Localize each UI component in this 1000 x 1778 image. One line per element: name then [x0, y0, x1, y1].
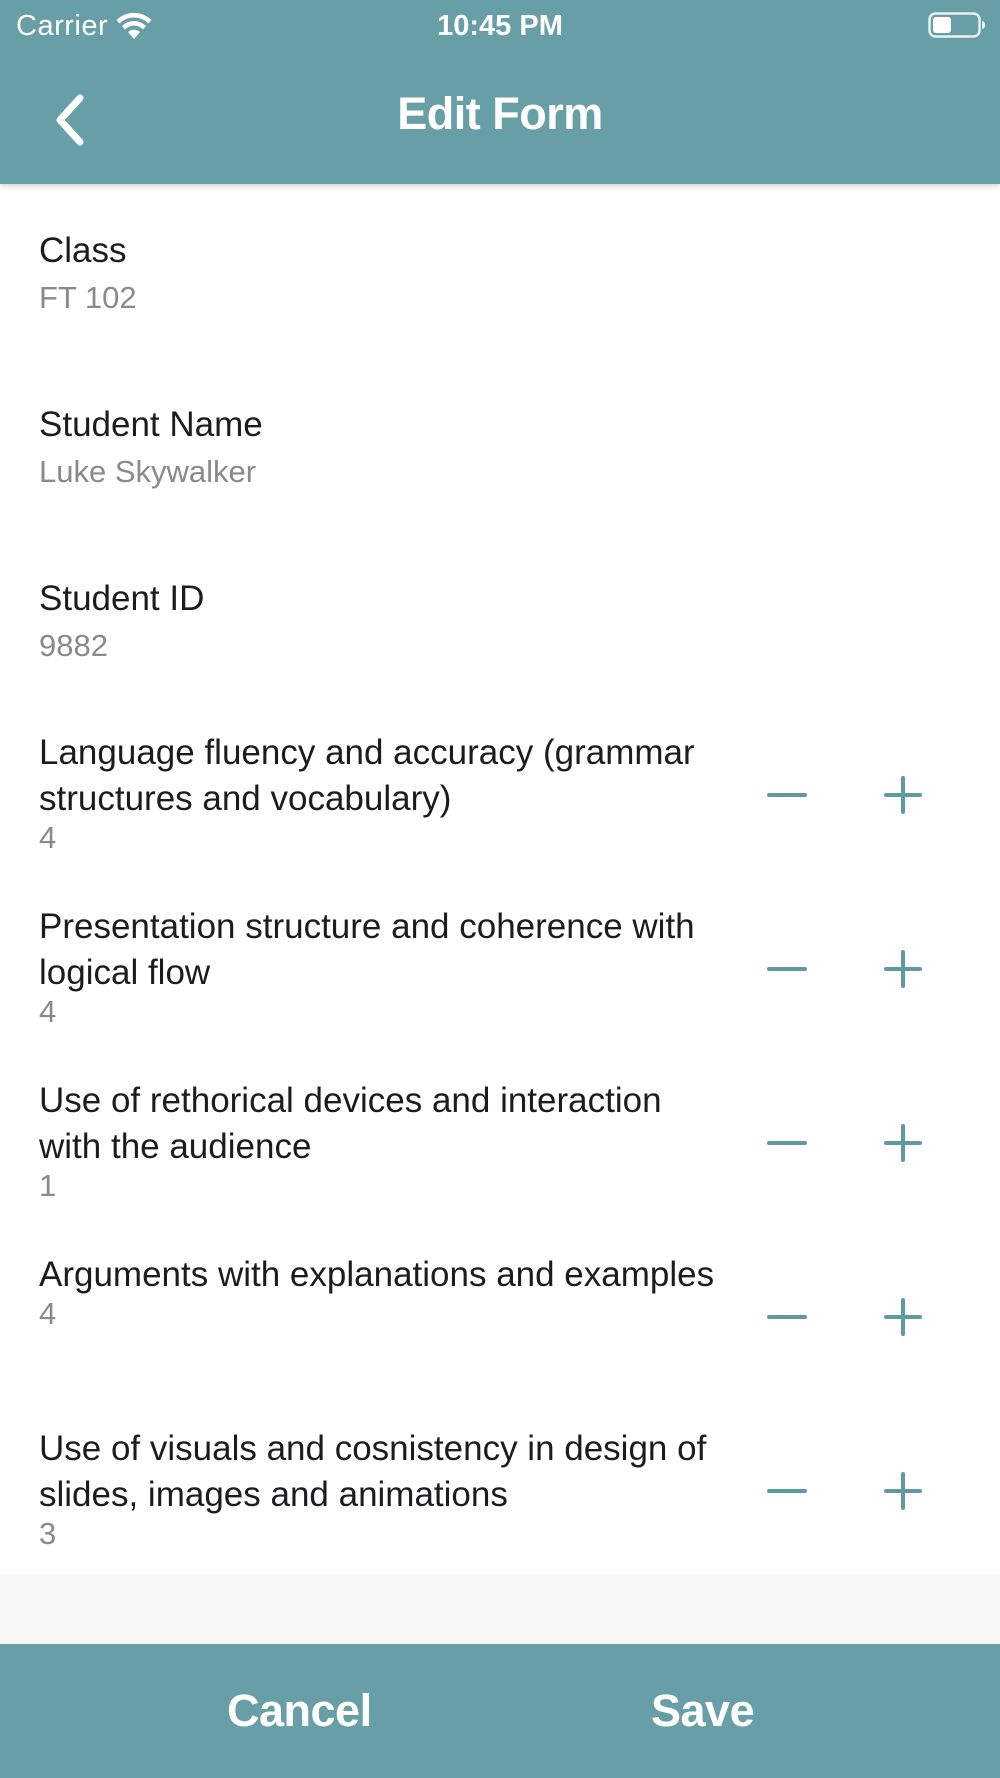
field-value: FT 102 — [39, 280, 137, 315]
increment-button[interactable] — [863, 755, 943, 835]
rating-row — [0, 904, 1000, 1078]
battery-icon — [928, 12, 986, 38]
rating-value: 4 — [39, 1296, 57, 1331]
rating-field — [39, 730, 719, 856]
status-bar — [0, 0, 1000, 50]
minus-icon — [767, 1471, 807, 1511]
header — [0, 0, 1000, 184]
content-footer-spacer — [0, 1574, 1000, 1644]
rating-label: Presentation structure and coherence with logical flow — [39, 907, 695, 992]
rating-row — [0, 1252, 1000, 1426]
plus-icon — [883, 949, 923, 989]
page-title: Edit Form — [397, 88, 603, 139]
form-content — [0, 184, 1000, 1574]
rating-label: Use of visuals and cosnistency in design of slides, images and animations — [39, 1429, 707, 1514]
rating-row — [0, 730, 1000, 904]
minus-icon — [767, 1297, 807, 1337]
minus-icon — [767, 775, 807, 815]
field-label: Class — [39, 231, 127, 270]
carrier-label: Carrier — [16, 10, 109, 42]
field-value: 9882 — [39, 628, 108, 663]
increment-button[interactable] — [863, 1277, 943, 1357]
plus-icon — [883, 1471, 923, 1511]
status-time: 10:45 PM — [437, 10, 563, 42]
plus-icon — [883, 775, 923, 815]
rating-field — [39, 1078, 719, 1204]
field-label: Student ID — [39, 579, 205, 618]
cancel-button[interactable]: Cancel — [227, 1685, 372, 1736]
increment-button[interactable] — [863, 1103, 943, 1183]
rating-value: 4 — [39, 994, 57, 1029]
increment-button[interactable] — [863, 929, 943, 1009]
decrement-button[interactable] — [747, 1451, 827, 1531]
rating-value: 3 — [39, 1516, 57, 1551]
class-field[interactable] — [39, 228, 679, 318]
minus-icon — [767, 949, 807, 989]
student-id-field[interactable] — [39, 576, 679, 666]
field-label: Student Name — [39, 405, 263, 444]
rating-field — [39, 1252, 719, 1332]
rating-value: 4 — [39, 820, 57, 855]
decrement-button[interactable] — [747, 929, 827, 1009]
decrement-button[interactable] — [747, 1103, 827, 1183]
plus-icon — [883, 1297, 923, 1337]
nav-bar — [0, 50, 1000, 184]
increment-button[interactable] — [863, 1451, 943, 1531]
decrement-button[interactable] — [747, 1277, 827, 1357]
rating-label: Arguments with explanations and examples — [39, 1255, 715, 1294]
footer-toolbar — [0, 1644, 1000, 1778]
rating-value: 1 — [39, 1168, 57, 1203]
field-value: Luke Skywalker — [39, 454, 257, 489]
save-button[interactable]: Save — [651, 1685, 755, 1736]
student-name-field[interactable] — [39, 402, 679, 492]
rating-field — [39, 904, 719, 1030]
rating-row — [0, 1078, 1000, 1252]
rating-label: Use of rethorical devices and interaction with the audience — [39, 1081, 662, 1166]
plus-icon — [883, 1123, 923, 1163]
rating-label: Language fluency and accuracy (grammar structures and vocabulary) — [39, 733, 695, 818]
rating-field — [39, 1426, 719, 1552]
decrement-button[interactable] — [747, 755, 827, 835]
minus-icon — [767, 1123, 807, 1163]
